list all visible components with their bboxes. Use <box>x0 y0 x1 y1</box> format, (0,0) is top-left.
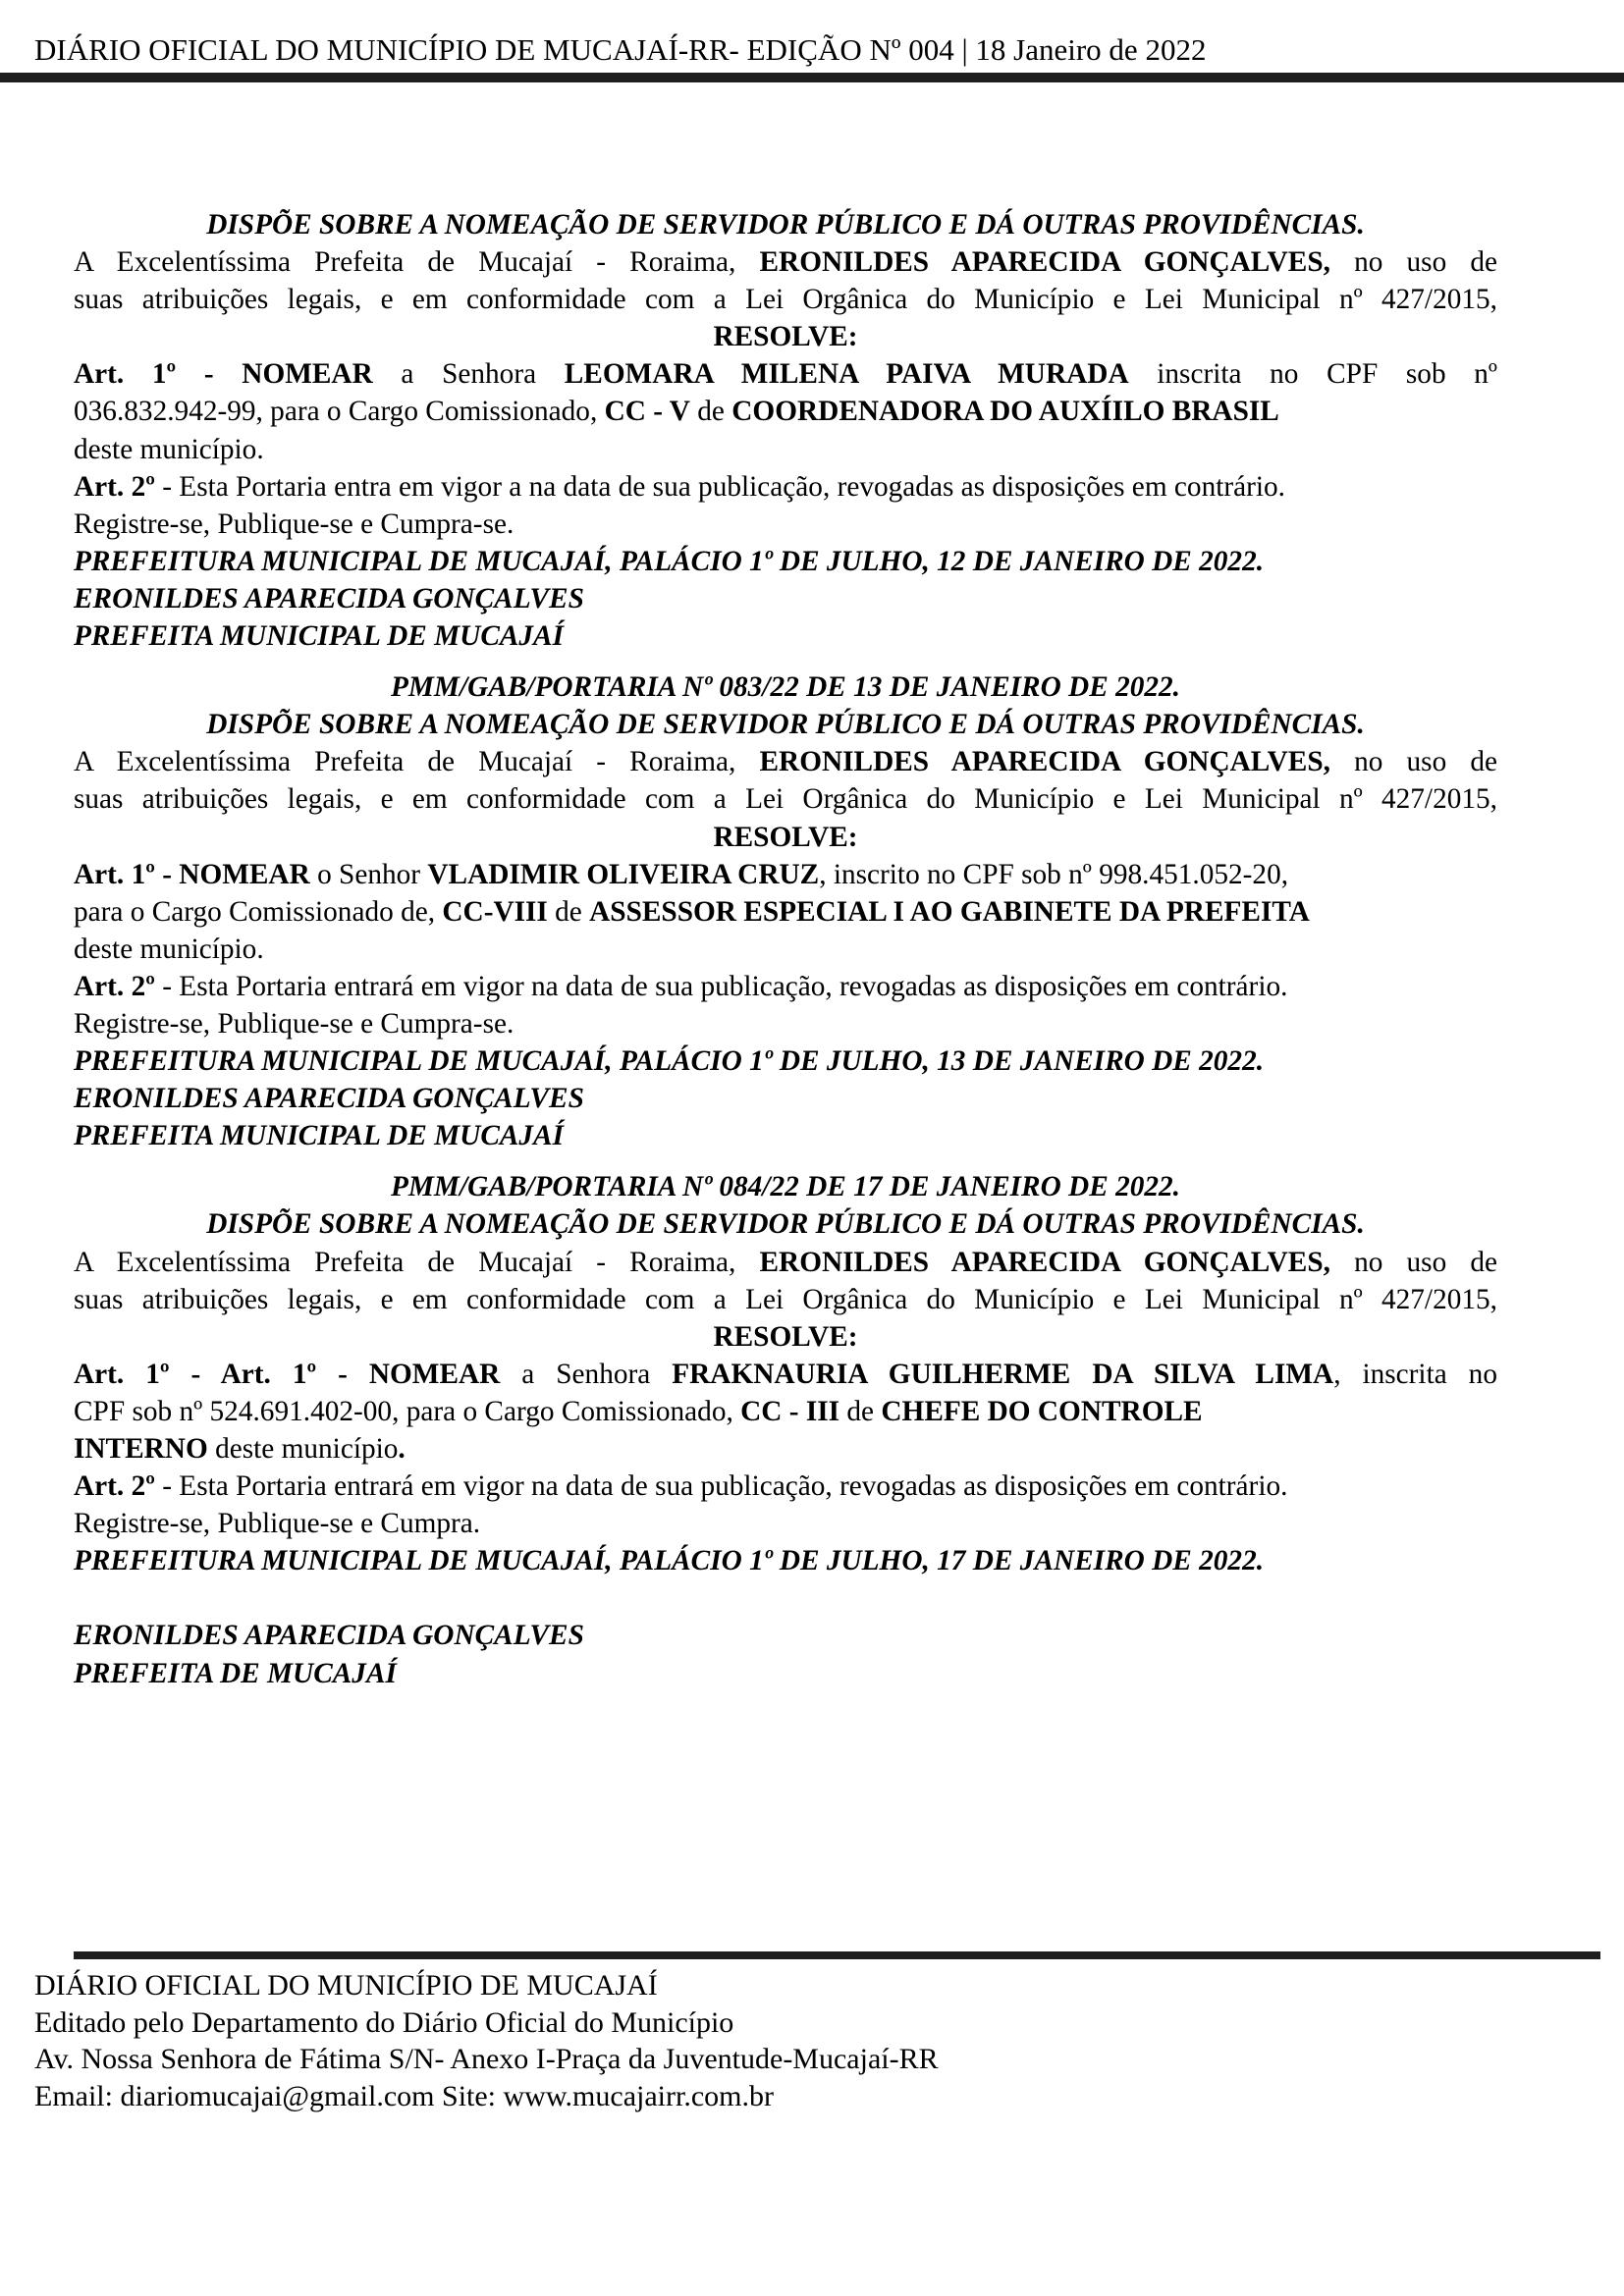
footer-contact: Email: diariomucajai@gmail.com Site: www.mucajairr.com.br <box>34 2079 774 2112</box>
portaria-3-heading: PMM/GAB/PORTARIA Nº 084/22 DE 17 DE JANEIRO DE 2022. <box>390 1171 1180 1203</box>
portaria-1-art1-line-3: deste município. <box>74 433 264 465</box>
portaria-2-heading: PMM/GAB/PORTARIA Nº 083/22 DE 13 DE JANEIRO DE 2022. <box>390 671 1180 704</box>
portaria-1-signer: ERONILDES APARECIDA GONÇALVES <box>74 582 584 614</box>
portaria-1 <box>74 206 1497 655</box>
portaria-1-subject: DISPÕE SOBRE A NOMEAÇÃO DE SERVIDOR PÚBLICO E DÁ OUTRAS PROVIDÊNCIAS. <box>206 209 1365 240</box>
portaria-2-intro-line-1: A Excelentíssima Prefeita de Mucajaí - Roraima, ERONILDES APARECIDA GONÇALVES, no uso de <box>74 746 1497 778</box>
portaria-1-art1-line-1: Art. 1º - NOMEAR a Senhora LEOMARA MILENA PAIVA MURADA inscrita no CPF sob nº <box>74 358 1498 391</box>
portaria-3 <box>74 1168 1497 1691</box>
portaria-1-art2: Art. 2º - Esta Portaria entra em vigor a na data de sua publicação, revogadas as disposições em contrário. <box>74 470 1285 503</box>
header-title: DIÁRIO OFICIAL DO MUNICÍPIO DE MUCAJAÍ-RR- EDIÇÃO Nº 004 | 18 Janeiro de 2022 <box>34 32 1207 67</box>
portaria-3-place-date: PREFEITURA MUNICIPAL DE MUCAJAÍ, PALÁCIO 1º DE JULHO, 17 DE JANEIRO DE 2022. <box>74 1545 1265 1577</box>
page-footer <box>34 1967 1311 2114</box>
footer-publication: DIÁRIO OFICIAL DO MUNICÍPIO DE MUCAJAÍ <box>34 1969 658 2002</box>
appointee-role: CHEFE DO CONTROLE <box>881 1395 1203 1427</box>
mayor-name: ERONILDES APARECIDA GONÇALVES, <box>759 246 1330 279</box>
portaria-3-intro-line-1: A Excelentíssima Prefeita de Mucajaí - Roraima, ERONILDES APARECIDA GONÇALVES, no uso de <box>74 1246 1497 1278</box>
portaria-2-signer: ERONILDES APARECIDA GONÇALVES <box>74 1083 584 1115</box>
portaria-1-intro-line-2: suas atribuições legais, e em conformidade com a Lei Orgânica do Município e Lei Municipal nº 427/2015, <box>74 284 1497 316</box>
portaria-2-intro-line-2: suas atribuições legais, e em conformidade com a Lei Orgânica do Município e Lei Municipal nº 427/2015, <box>74 783 1497 816</box>
portaria-1-closing: Registre-se, Publique-se e Cumpra-se. <box>74 507 514 540</box>
section-spacer <box>74 655 1497 668</box>
portaria-3-subject: DISPÕE SOBRE A NOMEAÇÃO DE SERVIDOR PÚBLICO E DÁ OUTRAS PROVIDÊNCIAS. <box>206 1208 1365 1241</box>
mayor-name: ERONILDES APARECIDA GONÇALVES, <box>759 746 1330 778</box>
header-divider <box>0 73 1624 82</box>
portaria-3-signer-title: PREFEITA DE MUCAJAÍ <box>74 1657 397 1689</box>
portaria-2-art1-line-1: Art. 1º - NOMEAR o Senhor VLADIMIR OLIVEIRA CRUZ, inscrito no CPF sob nº 998.451.052-20, <box>74 858 1289 890</box>
portaria-1-resolve: RESOLVE: <box>713 321 858 353</box>
appointee-name: LEOMARA MILENA PAIVA MURADA <box>564 358 1129 391</box>
section-spacer <box>74 1154 1497 1168</box>
appointee-name: FRAKNAURIA GUILHERME DA SILVA LIMA <box>672 1358 1334 1390</box>
footer-divider <box>74 1951 1600 1959</box>
portaria-1-place-date: PREFEITURA MUNICIPAL DE MUCAJAÍ, PALÁCIO 1º DE JULHO, 12 DE JANEIRO DE 2022. <box>74 545 1265 577</box>
portaria-1-intro-line-1: A Excelentíssima Prefeita de Mucajaí - Roraima, ERONILDES APARECIDA GONÇALVES, no uso de <box>74 246 1497 279</box>
portaria-2-subject: DISPÕE SOBRE A NOMEAÇÃO DE SERVIDOR PÚBLICO E DÁ OUTRAS PROVIDÊNCIAS. <box>206 709 1365 741</box>
portaria-2-resolve: RESOLVE: <box>713 821 858 853</box>
portaria-2-art2: Art. 2º - Esta Portaria entrará em vigor na data de sua publicação, revogadas as disposições em contrário. <box>74 970 1288 1002</box>
portaria-2-art1-line-3: deste município. <box>74 933 264 965</box>
mayor-name: ERONILDES APARECIDA GONÇALVES, <box>759 1246 1330 1278</box>
appointee-name: VLADIMIR OLIVEIRA CRUZ <box>427 858 820 890</box>
portaria-3-art1-line-2: CPF sob nº 524.691.402-00, para o Cargo Comissionado, CC - III de CHEFE DO CONTROLE <box>74 1395 1203 1427</box>
portaria-3-art2: Art. 2º - Esta Portaria entrará em vigor na data de sua publicação, revogadas as disposições em contrário. <box>74 1470 1288 1503</box>
portaria-2-art1-line-2: para o Cargo Comissionado de, CC-VIII de ASSESSOR ESPECIAL I AO GABINETE DA PREFEITA <box>74 895 1310 928</box>
appointee-role: ASSESSOR ESPECIAL I AO GABINETE DA PREFEITA <box>589 895 1310 928</box>
appointee-role: COORDENADORA DO AUXÍILO BRASIL <box>731 396 1279 428</box>
document-body <box>74 206 1497 1692</box>
portaria-1-art1-line-2: 036.832.942-99, para o Cargo Comissionado, CC - V de COORDENADORA DO AUXÍILO BRASIL <box>74 396 1279 428</box>
portaria-3-intro-line-2: suas atribuições legais, e em conformidade com a Lei Orgânica do Município e Lei Municipal nº 427/2015, <box>74 1283 1497 1315</box>
portaria-3-closing: Registre-se, Publique-se e Cumpra. <box>74 1508 481 1540</box>
footer-address: Av. Nossa Senhora de Fátima S/N- Anexo I-Praça da Juventude-Mucajaí-RR <box>34 2043 939 2075</box>
portaria-3-art1-line-3: INTERNO deste município. <box>74 1433 406 1465</box>
portaria-3-art1-line-1: Art. 1º - Art. 1º - NOMEAR a Senhora FRAKNAURIA GUILHERME DA SILVA LIMA, inscrita no <box>74 1358 1497 1390</box>
portaria-2-closing: Registre-se, Publique-se e Cumpra-se. <box>74 1007 514 1040</box>
portaria-2-place-date: PREFEITURA MUNICIPAL DE MUCAJAÍ, PALÁCIO 1º DE JULHO, 13 DE JANEIRO DE 2022. <box>74 1045 1265 1078</box>
portaria-1-signer-title: PREFEITA MUNICIPAL DE MUCAJAÍ <box>74 620 564 653</box>
page-header <box>34 28 1586 72</box>
portaria-2 <box>74 668 1497 1154</box>
portaria-3-resolve: RESOLVE: <box>713 1320 858 1353</box>
signature-spacer <box>74 1579 1497 1617</box>
portaria-2-signer-title: PREFEITA MUNICIPAL DE MUCAJAÍ <box>74 1120 564 1152</box>
footer-editor: Editado pelo Departamento do Diário Oficial do Município <box>34 2005 734 2039</box>
portaria-3-signer: ERONILDES APARECIDA GONÇALVES <box>74 1620 584 1652</box>
